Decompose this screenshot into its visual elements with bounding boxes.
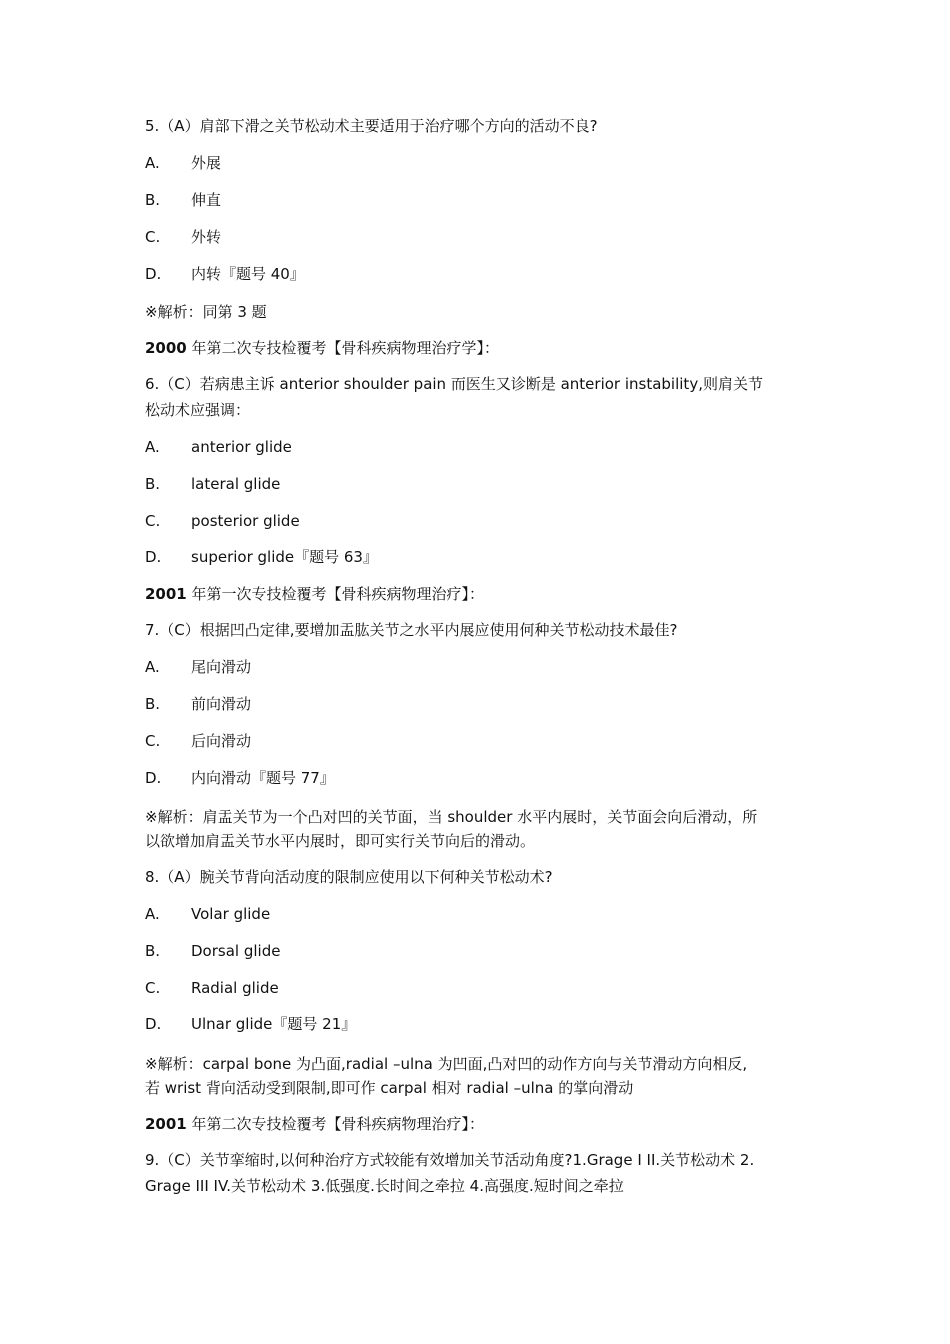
q5-option-d (145, 264, 305, 284)
option-text: 外展 (191, 154, 222, 172)
q8-option-a (145, 904, 270, 924)
question-5: 5.（A）肩部下滑之关节松动术主要适用于治疗哪个方向的活动不良? (145, 117, 598, 135)
option-text: 尾向滑动 (191, 658, 252, 676)
option-letter: A. (145, 438, 160, 456)
option-letter: B. (145, 695, 161, 713)
q8-analysis-line-1: ※解析：carpal bone 为凸面,radial –ulna 为凹面,凸对凹的动作方向与关节滑动方向相反, (145, 1055, 748, 1073)
q5-analysis: ※解析：同第 3 题 (145, 303, 267, 321)
q7-analysis-line-2: 以欲增加肩盂关节水平内展时，即可实行关节向后的滑动。 (145, 832, 536, 850)
option-letter: C. (145, 732, 161, 750)
q5-option-c (145, 227, 221, 247)
option-text: 内向滑动『题号 77』 (191, 769, 335, 787)
option-letter: D. (145, 548, 162, 566)
option-text: anterior glide (191, 438, 292, 456)
exam-title: 年第二次专技检覆考【骨科疾病物理治疗学】： (186, 339, 500, 357)
option-text: Ulnar glide『题号 21』 (191, 1015, 357, 1033)
q6-option-b (145, 474, 280, 494)
q7-option-d (145, 768, 335, 788)
q8-option-d (145, 1014, 356, 1034)
option-letter: D. (145, 265, 162, 283)
q8-option-c (145, 978, 279, 998)
q7-analysis-line-1: ※解析：肩盂关节为一个凸对凹的关节面，当 shoulder 水平内展时，关节面会向后滑动，所 (145, 808, 758, 826)
q6-option-d (145, 547, 378, 567)
option-text: 后向滑动 (191, 732, 252, 750)
exam-title: 年第二次专技检覆考【骨科疾病物理治疗】： (186, 1115, 485, 1133)
q7-option-b (145, 694, 251, 714)
option-letter: A. (145, 154, 160, 172)
q5-option-b (145, 190, 221, 210)
exam-title: 年第一次专技检覆考【骨科疾病物理治疗】： (186, 585, 485, 603)
option-letter: D. (145, 1015, 162, 1033)
q7-option-c (145, 731, 251, 751)
option-text: Dorsal glide (191, 942, 281, 960)
exam-heading-2001-second (145, 1114, 484, 1134)
exam-year: 2001 (145, 585, 187, 603)
option-text: Radial glide (191, 979, 279, 997)
option-text: superior glide『题号 63』 (191, 548, 378, 566)
option-letter: B. (145, 942, 161, 960)
option-letter: C. (145, 228, 161, 246)
q7-option-a (145, 657, 251, 677)
option-letter: C. (145, 512, 161, 530)
question-6-line-2: 松动术应强调： (145, 401, 251, 419)
option-text: 外转 (191, 228, 222, 246)
question-9-line-1: 9.（C）关节挛缩时,以何种治疗方式较能有效增加关节活动角度?1.Grage I II.关节松动术 2. (145, 1151, 755, 1169)
q8-option-b (145, 941, 280, 961)
option-text: 内转『题号 40』 (191, 265, 305, 283)
option-letter: D. (145, 769, 162, 787)
exam-year: 2000 (145, 339, 187, 357)
q6-option-c (145, 511, 300, 531)
question-8: 8.（A）腕关节背向活动度的限制应使用以下何种关节松动术? (145, 868, 553, 886)
option-text: Volar glide (191, 905, 271, 923)
question-7: 7.（C）根据凹凸定律,要增加盂肱关节之水平内展应使用何种关节松动技术最佳? (145, 621, 678, 639)
option-letter: A. (145, 905, 160, 923)
exam-heading-2001-first (145, 584, 484, 604)
option-text: 伸直 (191, 191, 222, 209)
exam-heading-2000-second (145, 338, 499, 358)
option-letter: B. (145, 475, 161, 493)
q8-analysis-line-2: 若 wrist 背向活动受到限制,即可作 carpal 相对 radial –ulna 的掌向滑动 (145, 1079, 634, 1097)
option-text: 前向滑动 (191, 695, 252, 713)
q5-option-a (145, 153, 221, 173)
q6-option-a (145, 437, 292, 457)
exam-year: 2001 (145, 1115, 187, 1133)
question-6-line-1: 6.（C）若病患主诉 anterior shoulder pain 而医生又诊断是 anterior instability,则肩关节 (145, 375, 763, 393)
question-9-line-2: Grage III IV.关节松动术 3.低强度.长时间之牵拉 4.高强度.短时间之牵拉 (145, 1177, 624, 1195)
option-letter: A. (145, 658, 160, 676)
option-letter: B. (145, 191, 161, 209)
option-text: lateral glide (191, 475, 281, 493)
option-text: posterior glide (191, 512, 300, 530)
option-letter: C. (145, 979, 161, 997)
